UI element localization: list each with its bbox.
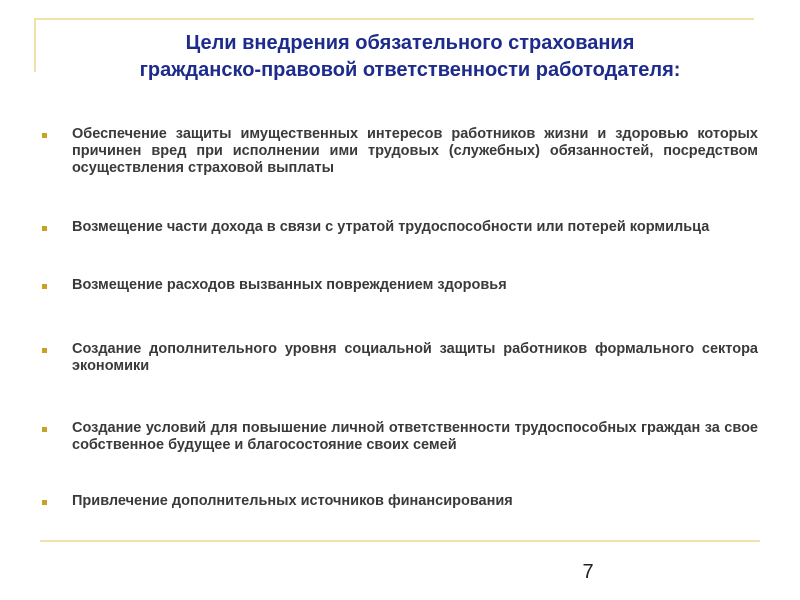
bottom-divider-line [40,540,760,542]
slide-title-line-2: гражданско-правовой ответственности работодателя: [139,59,681,81]
square-bullet-icon [42,133,47,138]
square-bullet-icon [42,348,47,353]
bullet-text: Привлечение дополнительных источников финансирования [72,493,513,509]
slide-title-line-1: Цели внедрения обязательного страхования [185,32,635,54]
square-bullet-icon [42,226,47,231]
slide-title [60,30,760,84]
square-bullet-icon [42,284,47,289]
bullet-text: Возмещение расходов вызванных повреждением здоровья [72,277,507,293]
square-bullet-icon [42,427,47,432]
top-divider-line [34,18,754,20]
page-number: 7 [582,561,594,583]
bullet-text: Создание условий для повышение личной ответственности трудоспособных граждан за свое собственное будущее и благосостояние своих семей [72,420,758,453]
left-divider-line [34,18,36,72]
bullet-text: Обеспечение защиты имущественных интересов работников жизни и здоровью которых причинен вред при исполнении ими трудовых (служебных) обязанностей, посредством осуществления страховой выплаты [72,126,758,176]
square-bullet-icon [42,500,47,505]
bullet-text: Создание дополнительного уровня социальной защиты работников формального сектора экономики [72,341,758,374]
bullet-text: Возмещение части дохода в связи с утратой трудоспособности или потерей кормильца [72,219,710,235]
